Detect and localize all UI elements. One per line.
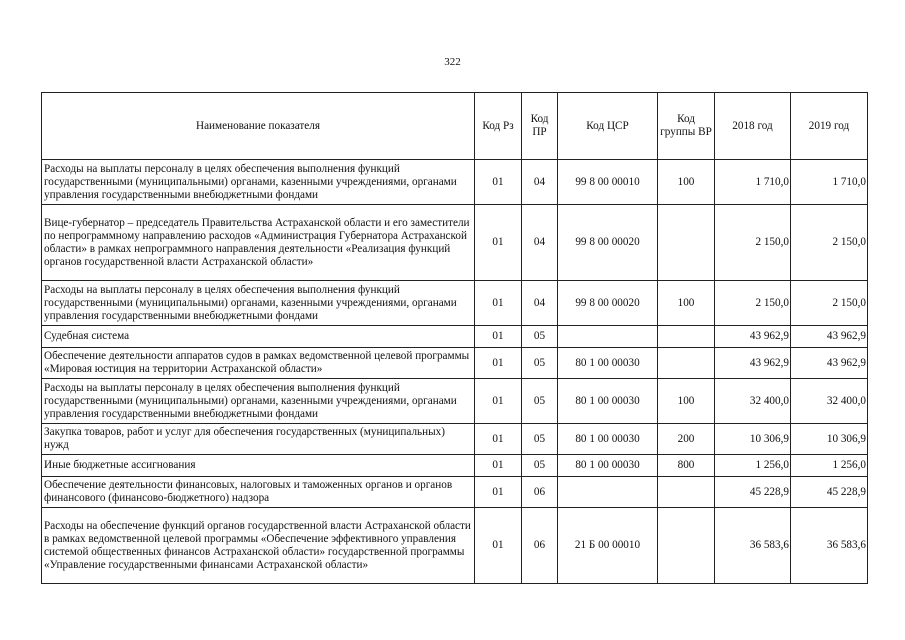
header-2019: 2019 год <box>791 93 868 160</box>
header-name: Наименование показателя <box>42 93 475 160</box>
header-2018: 2018 год <box>715 93 791 160</box>
row-vr: 200 <box>658 424 715 455</box>
row-vr: 100 <box>658 160 715 205</box>
row-2019: 2 150,0 <box>791 281 868 326</box>
row-csr <box>558 326 658 348</box>
row-vr: 100 <box>658 379 715 424</box>
row-pr: 05 <box>522 379 558 424</box>
row-csr <box>558 477 658 508</box>
row-2019: 2 150,0 <box>791 205 868 281</box>
row-rz: 01 <box>475 379 522 424</box>
page-number: 322 <box>444 56 461 68</box>
row-rz: 01 <box>475 205 522 281</box>
row-vr <box>658 348 715 379</box>
row-pr: 04 <box>522 205 558 281</box>
row-csr: 21 Б 00 00010 <box>558 508 658 584</box>
row-vr <box>658 477 715 508</box>
row-2018: 43 962,9 <box>715 326 791 348</box>
row-2018: 45 228,9 <box>715 477 791 508</box>
row-2018: 32 400,0 <box>715 379 791 424</box>
row-rz: 01 <box>475 160 522 205</box>
row-rz: 01 <box>475 326 522 348</box>
row-pr: 05 <box>522 348 558 379</box>
row-name: Закупка товаров, работ и услуг для обеспечения государственных (муниципальных) нужд <box>42 424 475 455</box>
row-csr: 80 1 00 00030 <box>558 379 658 424</box>
row-name: Обеспечение деятельности финансовых, налоговых и таможенных органов и органов финансового (финансово-бюджетного) надзора <box>42 477 475 508</box>
row-vr: 100 <box>658 281 715 326</box>
table-row <box>42 348 868 379</box>
row-2019: 43 962,9 <box>791 348 868 379</box>
row-2019: 45 228,9 <box>791 477 868 508</box>
table-row <box>42 205 868 281</box>
row-2019: 43 962,9 <box>791 326 868 348</box>
row-2018: 10 306,9 <box>715 424 791 455</box>
row-2019: 32 400,0 <box>791 379 868 424</box>
row-pr: 06 <box>522 508 558 584</box>
row-pr: 04 <box>522 281 558 326</box>
table-row <box>42 424 868 455</box>
table-row <box>42 326 868 348</box>
row-vr <box>658 508 715 584</box>
row-name: Вице-губернатор – председатель Правительства Астраханской области и его заместители по непрограммному направлению расходов «Администрация Губернатора Астраханской области» в рамках непрограммного направления деятельности «Реализация функций органов государственной власти Астраханской области» <box>42 205 475 281</box>
header-pr: Код ПР <box>522 93 558 160</box>
row-csr: 80 1 00 00030 <box>558 424 658 455</box>
header-rz: Код Рз <box>475 93 522 160</box>
budget-table <box>41 92 868 584</box>
header-vr: Код группы ВР <box>658 93 715 160</box>
row-rz: 01 <box>475 455 522 477</box>
row-name: Расходы на обеспечение функций органов государственной власти Астраханской области в рамках ведомственной целевой программы «Обеспечение эффективного управления системой общественных финансов Астраханской области» государственной программы «Управление государственными финансами Астраханской области» <box>42 508 475 584</box>
row-vr <box>658 205 715 281</box>
row-2019: 36 583,6 <box>791 508 868 584</box>
row-name: Судебная система <box>42 326 475 348</box>
row-rz: 01 <box>475 477 522 508</box>
row-pr: 06 <box>522 477 558 508</box>
row-2018: 36 583,6 <box>715 508 791 584</box>
row-2019: 10 306,9 <box>791 424 868 455</box>
row-csr: 80 1 00 00030 <box>558 348 658 379</box>
table-row <box>42 477 868 508</box>
row-rz: 01 <box>475 508 522 584</box>
header-csr: Код ЦСР <box>558 93 658 160</box>
row-2018: 1 710,0 <box>715 160 791 205</box>
row-vr <box>658 326 715 348</box>
row-csr: 99 8 00 00020 <box>558 281 658 326</box>
table-row <box>42 508 868 584</box>
row-csr: 99 8 00 00020 <box>558 205 658 281</box>
row-2018: 2 150,0 <box>715 281 791 326</box>
row-pr: 05 <box>522 455 558 477</box>
table-row <box>42 281 868 326</box>
row-name: Иные бюджетные ассигнования <box>42 455 475 477</box>
row-name: Расходы на выплаты персоналу в целях обеспечения выполнения функций государственными (муниципальными) органами, казенными учреждениями, органами управления государственными внебюджетными фондами <box>42 160 475 205</box>
row-pr: 05 <box>522 326 558 348</box>
row-2019: 1 256,0 <box>791 455 868 477</box>
row-rz: 01 <box>475 281 522 326</box>
table-row <box>42 379 868 424</box>
row-pr: 04 <box>522 160 558 205</box>
row-2018: 2 150,0 <box>715 205 791 281</box>
row-csr: 80 1 00 00030 <box>558 455 658 477</box>
row-pr: 05 <box>522 424 558 455</box>
table-row <box>42 455 868 477</box>
row-rz: 01 <box>475 348 522 379</box>
row-vr: 800 <box>658 455 715 477</box>
table-row <box>42 160 868 205</box>
row-csr: 99 8 00 00010 <box>558 160 658 205</box>
row-2018: 1 256,0 <box>715 455 791 477</box>
row-name: Расходы на выплаты персоналу в целях обеспечения выполнения функций государственными (муниципальными) органами, казенными учреждениями, органами управления государственными внебюджетными фондами <box>42 281 475 326</box>
table-header-row <box>42 93 868 160</box>
row-2018: 43 962,9 <box>715 348 791 379</box>
row-rz: 01 <box>475 424 522 455</box>
row-name: Обеспечение деятельности аппаратов судов в рамках ведомственной целевой программы «Мировая юстиция на территории Астраханской области» <box>42 348 475 379</box>
row-2019: 1 710,0 <box>791 160 868 205</box>
row-name: Расходы на выплаты персоналу в целях обеспечения выполнения функций государственными (муниципальными) органами, казенными учреждениями, органами управления государственными внебюджетными фондами <box>42 379 475 424</box>
